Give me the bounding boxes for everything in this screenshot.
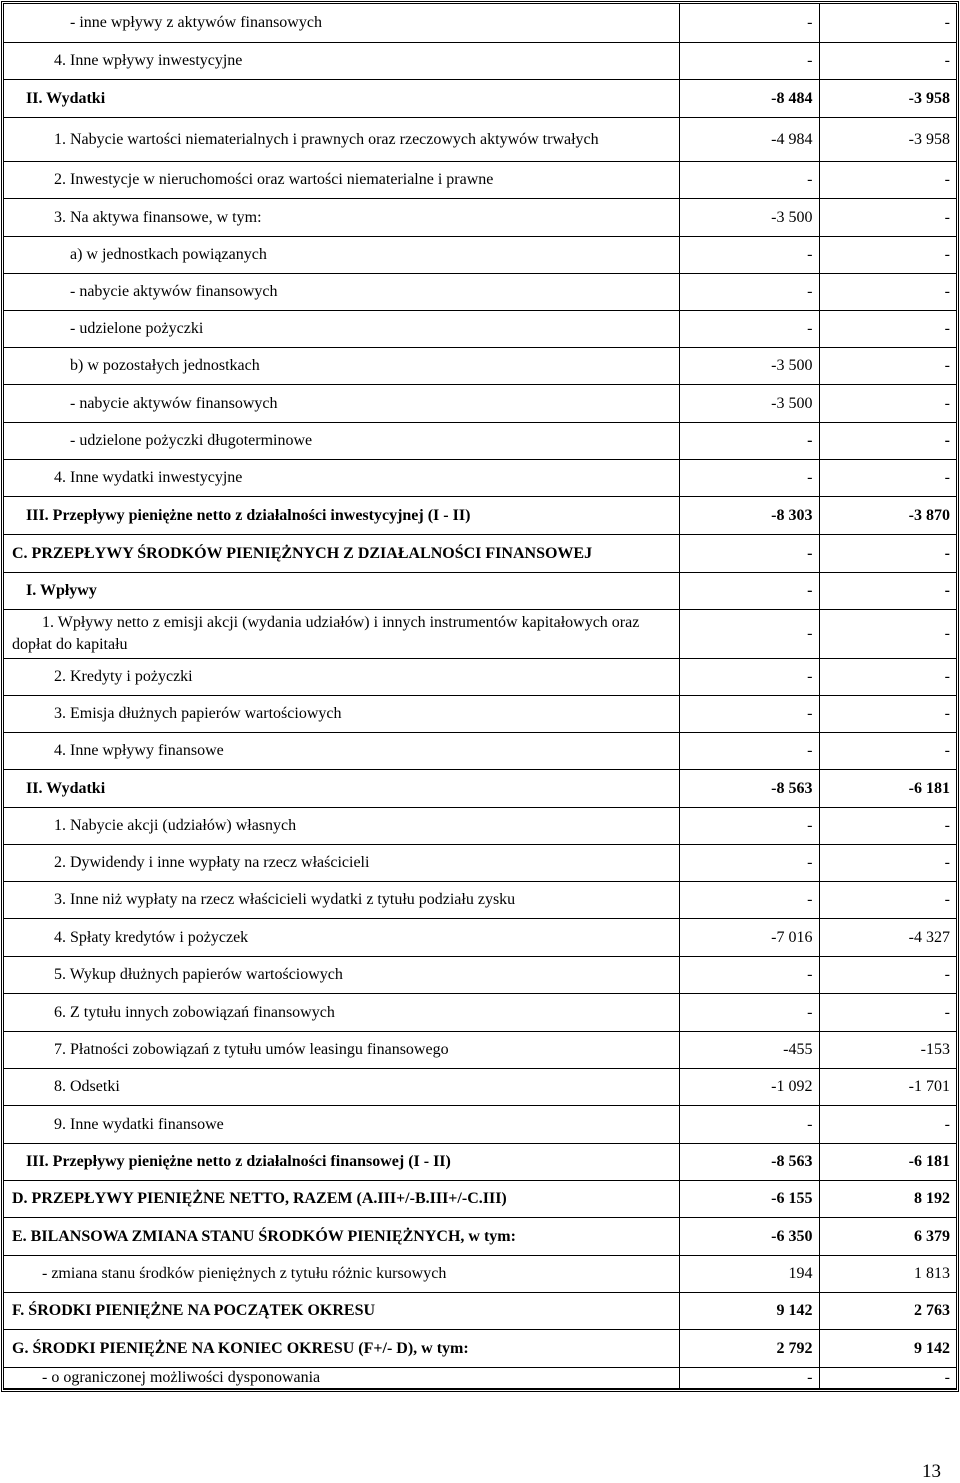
- value-current: -: [679, 4, 819, 42]
- value-current: -8 563: [679, 769, 819, 807]
- row-label: 1. Nabycie akcji (udziałów) własnych: [4, 807, 679, 844]
- row-label: 5. Wykup dłużnych papierów wartościowych: [4, 956, 679, 993]
- value-previous: -: [819, 4, 956, 42]
- value-current: -: [679, 844, 819, 881]
- value-previous: -3 870: [819, 496, 956, 534]
- table-row: [4, 572, 956, 609]
- value-current: -7 016: [679, 918, 819, 956]
- row-label: C. PRZEPŁYWY ŚRODKÓW PIENIĘŻNYCH Z DZIAŁALNOŚCI FINANSOWEJ: [4, 534, 679, 572]
- value-previous: 9 142: [819, 1329, 956, 1367]
- value-previous: 2 763: [819, 1292, 956, 1329]
- value-previous: -: [819, 310, 956, 347]
- value-previous: -1 701: [819, 1068, 956, 1105]
- value-current: -: [679, 695, 819, 732]
- value-previous: -: [819, 347, 956, 384]
- value-previous: -: [819, 658, 956, 695]
- row-label: 4. Inne wpływy finansowe: [4, 732, 679, 769]
- value-current: -3 500: [679, 198, 819, 236]
- value-previous: -: [819, 198, 956, 236]
- table-row: [4, 273, 956, 310]
- value-current: -3 500: [679, 347, 819, 384]
- table-row: [4, 1180, 956, 1217]
- table-row: [4, 807, 956, 844]
- value-previous: -: [819, 572, 956, 609]
- table-row: [4, 496, 956, 534]
- value-current: -: [679, 993, 819, 1031]
- row-label: G. ŚRODKI PIENIĘŻNE NA KONIEC OKRESU (F+/- D), w tym:: [4, 1329, 679, 1367]
- row-label: - zmiana stanu środków pieniężnych z tytułu różnic kursowych: [4, 1255, 679, 1292]
- value-current: -: [679, 161, 819, 198]
- table-row: [4, 993, 956, 1031]
- row-label: 4. Spłaty kredytów i pożyczek: [4, 918, 679, 956]
- value-current: -6 350: [679, 1217, 819, 1255]
- value-current: 9 142: [679, 1292, 819, 1329]
- table-row: [4, 769, 956, 807]
- table-row: [4, 658, 956, 695]
- row-label: E. BILANSOWA ZMIANA STANU ŚRODKÓW PIENIĘŻNYCH, w tym:: [4, 1217, 679, 1255]
- value-current: -: [679, 422, 819, 459]
- value-current: 194: [679, 1255, 819, 1292]
- row-label: - udzielone pożyczki: [4, 310, 679, 347]
- value-current: -: [679, 956, 819, 993]
- table-row: [4, 695, 956, 732]
- row-label: 6. Z tytułu innych zobowiązań finansowych: [4, 993, 679, 1031]
- table-row: [4, 198, 956, 236]
- table-row: [4, 1329, 956, 1367]
- value-previous: -: [819, 881, 956, 918]
- table-row: [4, 1367, 956, 1388]
- value-current: -: [679, 310, 819, 347]
- value-current: -: [679, 459, 819, 496]
- page-number: 13: [922, 1461, 941, 1482]
- row-label: 9. Inne wydatki finansowe: [4, 1105, 679, 1143]
- value-previous: -: [819, 42, 956, 79]
- row-label: 1. Nabycie wartości niematerialnych i prawnych oraz rzeczowych aktywów trwałych: [4, 117, 679, 161]
- row-label: 8. Odsetki: [4, 1068, 679, 1105]
- table-row: [4, 881, 956, 918]
- value-current: -3 500: [679, 384, 819, 422]
- value-current: -: [679, 658, 819, 695]
- cash-flow-table-container: [3, 3, 957, 1390]
- row-label: a) w jednostkach powiązanych: [4, 236, 679, 273]
- row-label: 2. Dywidendy i inne wypłaty na rzecz właścicieli: [4, 844, 679, 881]
- value-previous: -3 958: [819, 79, 956, 117]
- row-label: F. ŚRODKI PIENIĘŻNE NA POCZĄTEK OKRESU: [4, 1292, 679, 1329]
- value-current: -: [679, 534, 819, 572]
- table-row: [4, 732, 956, 769]
- table-row: [4, 422, 956, 459]
- row-label: 4. Inne wpływy inwestycyjne: [4, 42, 679, 79]
- table-row: [4, 79, 956, 117]
- row-label: 7. Płatności zobowiązań z tytułu umów leasingu finansowego: [4, 1031, 679, 1068]
- row-label: b) w pozostałych jednostkach: [4, 347, 679, 384]
- value-previous: -: [819, 384, 956, 422]
- row-label: - nabycie aktywów finansowych: [4, 273, 679, 310]
- value-previous: -6 181: [819, 769, 956, 807]
- table-row: [4, 117, 956, 161]
- row-label: - inne wpływy z aktywów finansowych: [4, 4, 679, 42]
- row-label: 2. Inwestycje w nieruchomości oraz wartości niematerialne i prawne: [4, 161, 679, 198]
- value-previous: -: [819, 273, 956, 310]
- table-row: [4, 347, 956, 384]
- value-previous: -: [819, 161, 956, 198]
- table-row: [4, 956, 956, 993]
- value-current: -: [679, 732, 819, 769]
- value-current: -: [679, 609, 819, 658]
- value-current: -: [679, 572, 819, 609]
- row-label: III. Przepływy pieniężne netto z działalności inwestycyjnej (I - II): [4, 496, 679, 534]
- row-label: - udzielone pożyczki długoterminowe: [4, 422, 679, 459]
- value-previous: -: [819, 609, 956, 658]
- value-previous: -: [819, 422, 956, 459]
- value-current: -1 092: [679, 1068, 819, 1105]
- value-previous: -: [819, 1105, 956, 1143]
- row-label: 3. Emisja dłużnych papierów wartościowych: [4, 695, 679, 732]
- value-previous: -: [819, 732, 956, 769]
- value-current: -: [679, 1367, 819, 1388]
- value-previous: -: [819, 1367, 956, 1388]
- value-previous: -6 181: [819, 1143, 956, 1180]
- row-label-text: 1. Wpływy netto z emisji akcji (wydania udziałów) i innych instrumentów kapitałowych oraz dopłat do kapitału: [12, 613, 640, 653]
- table-row: [4, 1292, 956, 1329]
- value-previous: -3 958: [819, 117, 956, 161]
- value-current: -: [679, 236, 819, 273]
- value-current: -: [679, 807, 819, 844]
- table-row: [4, 459, 956, 496]
- value-current: 2 792: [679, 1329, 819, 1367]
- value-current: -: [679, 881, 819, 918]
- table-row: [4, 42, 956, 79]
- value-current: -8 484: [679, 79, 819, 117]
- value-previous: -: [819, 956, 956, 993]
- row-label: - o ograniczonej możliwości dysponowania: [4, 1367, 679, 1388]
- value-current: -: [679, 42, 819, 79]
- row-label: [4, 609, 679, 658]
- row-label: II. Wydatki: [4, 769, 679, 807]
- row-label: 2. Kredyty i pożyczki: [4, 658, 679, 695]
- value-previous: -4 327: [819, 918, 956, 956]
- value-previous: -: [819, 236, 956, 273]
- cash-flow-table: [4, 4, 956, 1389]
- table-row: [4, 1143, 956, 1180]
- value-previous: -: [819, 844, 956, 881]
- table-row: [4, 918, 956, 956]
- value-previous: 1 813: [819, 1255, 956, 1292]
- value-previous: 8 192: [819, 1180, 956, 1217]
- table-row: [4, 609, 956, 658]
- table-row: [4, 1217, 956, 1255]
- table-row: [4, 310, 956, 347]
- value-previous: -153: [819, 1031, 956, 1068]
- table-row: [4, 161, 956, 198]
- value-previous: -: [819, 993, 956, 1031]
- value-current: -455: [679, 1031, 819, 1068]
- table-row: [4, 1068, 956, 1105]
- row-label: 4. Inne wydatki inwestycyjne: [4, 459, 679, 496]
- value-current: -4 984: [679, 117, 819, 161]
- table-row: [4, 4, 956, 42]
- table-row: [4, 1105, 956, 1143]
- row-label: I. Wpływy: [4, 572, 679, 609]
- row-label: III. Przepływy pieniężne netto z działalności finansowej (I - II): [4, 1143, 679, 1180]
- table-row: [4, 844, 956, 881]
- row-label: 3. Na aktywa finansowe, w tym:: [4, 198, 679, 236]
- value-previous: -: [819, 459, 956, 496]
- value-current: -: [679, 273, 819, 310]
- value-previous: -: [819, 534, 956, 572]
- value-previous: -: [819, 807, 956, 844]
- value-current: -6 155: [679, 1180, 819, 1217]
- table-row: [4, 534, 956, 572]
- table-row: [4, 236, 956, 273]
- row-label: 3. Inne niż wypłaty na rzecz właścicieli wydatki z tytułu podziału zysku: [4, 881, 679, 918]
- value-current: -8 563: [679, 1143, 819, 1180]
- row-label: II. Wydatki: [4, 79, 679, 117]
- table-row: [4, 1031, 956, 1068]
- row-label: D. PRZEPŁYWY PIENIĘŻNE NETTO, RAZEM (A.III+/-B.III+/-C.III): [4, 1180, 679, 1217]
- table-row: [4, 384, 956, 422]
- value-previous: 6 379: [819, 1217, 956, 1255]
- table-row: [4, 1255, 956, 1292]
- value-current: -: [679, 1105, 819, 1143]
- value-previous: -: [819, 695, 956, 732]
- value-current: -8 303: [679, 496, 819, 534]
- row-label: - nabycie aktywów finansowych: [4, 384, 679, 422]
